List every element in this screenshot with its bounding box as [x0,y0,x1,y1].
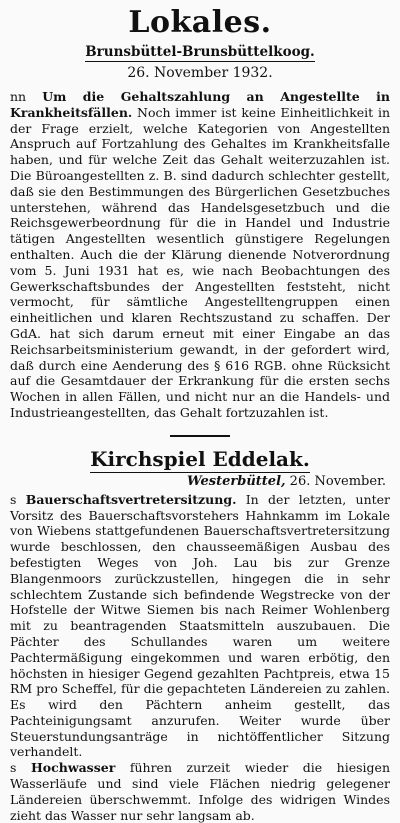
page-headline: Lokales. [128,5,272,40]
article-prefix: s [10,760,31,776]
article-body: führen zurzeit wieder die hiesigen Wasserläufe und sind viele Flächen niedrig gelegener Ländereien überschwemmt. Infolge des widrigen Windes zieht das Wasser nur sehr langsam ab. [10,760,390,823]
section-subhead [10,44,390,61]
article-body: In der letzten, unter Vorsitz des Bauerschaftsvorstehers Hahnkamm im Lokale von Wiebens stattgefundenen Bauerschaftsvertretersitzung wurde beschlossen, den chausseemäßigen Ausbau des befestigten Weges von Joh. Lau bis zur Grenze Blangenmoors zurückzustellen, hingegen die in sehr schlechtem Zustande sich befindende Wegstrecke von der Hofstelle der Witwe Siemen bis nach Reimer Wohlenberg mit zu beantragenden Staatsmitteln auszubauen. Die Pächter des Schullandes waren um weitere Pachtermäßigung eingekommen und waren erbötig, den höchsten in hiesiger Gegend gezahlten Pachtpreis, etwa 15 RM pro Scheffel, für die gepachteten Ländereien zu zahlen. Es wird den Pächtern anheim gestellt, das Pachteinigungsamt anzurufen. Weiter wurde über Steuerstundungsanträge in nichtöffentlicher Sitzung verhandelt. [10,491,391,760]
subhead-text: Brunsbüttel-Brunsbüttelkoog. [85,44,315,60]
article-gehaltszahlung [10,89,390,421]
article-lead: Um die Gehaltszahlung an Angestellte in Krankheitsfällen. [10,89,390,120]
article-body: Noch immer ist keine Einheitlichkeit in der Frage erzielt, welche Kategorien von Angestellten Anspruch auf Fortzahlung des Gehaltes im Krankheitsfalle haben, und für welche Zeit das Gehalt weiterzuzahlen ist. Die Büroangestellten z. B. sind dadurch schlechter gestellt, daß sie den Bestimmungen des Bürgerlichen Gesetzbuches unterstehen, während das Handelsgesetzbuch und die Reichsgewerbeordnung für die in Handel und Industrie tätigen Angestellten wesentlich günstigere Regelungen enthalten. Auch die der Klärung dienende Notverordnung vom 5. Juni 1931 hat es, wie nach Beobachtungen des Gewerkschaftsbundes der Angestellten feststeht, nicht vermocht, für sämtliche Angestelltengruppen einen einheitlichen und klaren Rechtszustand zu schaffen. Der GdA. hat sich darum erneut mit einer Eingabe an das Reichsarbeitsministerium gewandt, in der gefordert wird, daß durch eine Aenderung des § 616 RGB. ohne Rücksicht auf die Gesamtdauer der Erkrankung für die ersten sechs Wochen in allen Fällen, und nicht nur an die Handels- und Industrieangestellten, das Gehalt fortzuzahlen ist. [10,104,390,420]
section-divider [170,435,230,437]
section-dateline [10,473,390,490]
section-title [10,447,390,471]
dateline-place: Westerbüttel, [187,473,286,489]
article-prefix: s [10,491,26,507]
dateline: 26. November 1932. [127,65,273,81]
article-prefix: nn [10,89,43,104]
article-lead: Bauerschaftsvertretersitzung. [25,491,237,507]
article-bauerschaft [10,492,390,761]
dateline-date: 26. November. [285,473,386,489]
article-lead: Hochwasser [30,760,116,776]
section-title-text: Kirchspiel Eddelak. [90,446,310,471]
article-hochwasser [10,760,390,823]
